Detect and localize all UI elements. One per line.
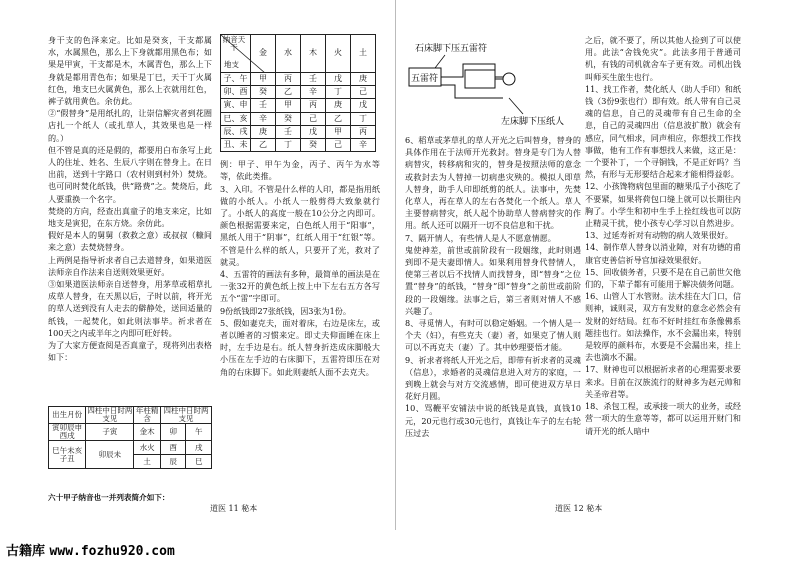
section-heading: 六十甲子纳音也一并列表简介如下： [48,493,170,502]
table-header: 水 [276,35,301,73]
table-cell: 巳、亥 [221,112,251,125]
table-cell: 酉 [160,441,186,455]
table-cell: 辛 [301,86,326,99]
watermark-url: www.fozhu920.com [49,544,175,559]
talisman-box-label: 五雷符 [411,74,439,84]
table-header: 土 [351,35,376,73]
table-cell: 戊 [351,99,376,112]
table-header: 金 [251,35,276,73]
table-cell: 卯、酉 [221,86,251,99]
paragraph: 12、小孩馋物病包里面的糖果瓜子小孩吃了不要紧，如果将荷包口缝上就可以长期往内胸了。小学生和初中生手上拴红线也可以防止精灵干扰，使小孩专心学习以自然进步。 [585,181,741,229]
bed-outline [465,70,495,88]
figure-head-icon [503,73,515,85]
talisman-bottom-label: 左床脚下压纸人 [501,117,565,127]
paragraph: 10、骂鞭平安铺法中说的纸钱是真钱，真钱10元，20元也行或30元也行，真钱让车子的左右轮压过去 [405,403,581,438]
table-row [49,424,212,441]
table-header: 年柱精含 [134,407,161,424]
table-header: 出生月份 [49,407,86,424]
table-cell: 甲 [276,99,301,112]
table-cell: 丙 [351,125,376,138]
table-row [221,125,376,138]
paragraph: 3、入印。不管是什么样的人印，都是指用纸做的小纸人。小纸人一般剪得大致象就行了。小纸人的高度一般在10公分之内即可。颜色根据需要来定，白色纸人用于“阳事”，黑纸人用于“阴事”，红纸人用于“红银”等。不管是什么样的纸人，只要开了光，救对了就灵。 [220,183,380,267]
right-page-column-2 [585,34,741,524]
table-cell: 水火 [134,441,161,455]
table-row [221,86,376,99]
table-header: 火 [326,35,351,73]
table-cell: 卯辰未 [86,441,134,469]
table-cell: 辛 [251,112,276,125]
table-cell: 甲 [326,125,351,138]
paragraph: ②“假替身”是用纸扎的，让崇信解灾者到花圈店扎一个纸人（或扎草人，其效果也是一样的。） [48,108,212,143]
paragraph: 9、祈求者将纸人开光之后，即带有祈求者的灵魂（信息），求婚者的灵魂信息进入对方的家庭，一到晚上就会与对方交流感情，即可使进双方早日花好月圆。 [405,354,581,402]
table-cell: 丁 [276,139,301,152]
paragraph: 上两例是指导祈求者自己去道替身，如果道医法师亲自作法来自送则效果更好。 [48,254,212,277]
table-header: 木 [301,35,326,73]
table-cell: 癸 [276,112,301,125]
table-cell: 己 [351,86,376,99]
paragraph: 11、找工作者，焚化纸人（助人手印）和纸钱（3份9张也行）即有效。纸人带有自己灵魂的信息，自己的灵魂带有自己生命的全息，自己的灵魂四出（信息波扩散）就会有感应，同气相求，同声相应，你想找工作找事做，他有工作有事想找人来做，这正是：一个要补丁，一个寻铜钱，不是正好吗？当然，有形与无形要结合起来才能相得益彰。 [585,83,741,180]
table-cell: 丙 [276,73,301,86]
paragraph: 身干支的色泽来定。比如是癸亥，干支都属水，水属黑色，那么上下身就都用黑色布；如果是甲寅，干支都是木，木属青色，那么上下身就是都用青色布；如果是丁巳，天干丁火属红色，地支巳火属黄色，那么上衣就用红色，裤子就用黄色。余仿此。 [48,35,212,107]
table-cell: 午 [186,424,212,441]
table-corner-cell [221,35,251,73]
table-cell: 己 [326,139,351,152]
table-cell: 丁 [351,112,376,125]
paragraph: 4、五雷符的画法有多种，最简单的画法是在一张32开的黄色纸上按上中下左右五方各写五个“雷”字即可。 [220,269,380,304]
paragraph: 假好是本人的舅舅（救救之意）或叔叔（糠间来之意）去焚烧替身。 [48,230,212,253]
left-page-column-2 [220,34,380,454]
table-cell: 土 [134,455,161,469]
table-cell: 丙 [301,99,326,112]
table-cell: 乙 [326,112,351,125]
paragraph: 5、假如妻克夫，面对着床，右边是床左，或者以睡者的习惯来定。即丈夫仰面睡在床上时，左手边是右。纸人替身折迭成床脚般大小压在左手边的右床脚下，五雷符即压在对角的右床脚下。如此则妻纸人面不去克夫。 [220,317,380,377]
table-cell: 巳 [186,455,212,469]
table-cell: 乙 [251,139,276,152]
talisman-top-label: 石床脚下压五雷符 [415,44,488,54]
paragraph: 为了大家方便查阅是否真童子，现将列出表格如下： [48,340,212,363]
paragraph: 例：甲子、甲午为金，丙子、丙午为水等等，依此类推。 [220,159,380,182]
table-header-row [221,35,376,73]
paragraph: 16、山管人丁水管财。法术挂在大门口，信则神，诚则灵，双方有发财的意念必然会有发财的好结局。红布不好时挂红布条像佛系题挂也行。如法操作，水不会漏出来，特别是较厚的颜料布，水要是不会漏出来，挂上去也滴水不漏。 [585,291,741,363]
paragraph: 焚烧的方向，经查出真童子的地支来定，比如地支是寅犯，在东方烧。余仿此。 [48,205,212,229]
paragraph: 8、寻觅情人，有时可以稳定婚姻。一个情人是一个夫（妇），有些克夫（妻）者，如果克了情人则可以不再克夫（妻）了。其中妙理要悟才能。 [405,318,581,353]
table-cell: 戊 [326,73,351,86]
table-cell: 壬 [301,73,326,86]
table-cell: 巳午未亥子丑 [49,441,86,469]
paragraph: 6、稻草或茅草扎的草人开光之后叫替身，替身的具体作用在于法师开光救封。替身是专门为人替病替灾，转移病和灾的，替身是按照法师的意念或救封去为人替掉一切病患灾殃的。模拟人即草人替身，助手人印即纸剪的纸人。法事中，先焚化草人，再在草人的左右各焚化一个纸人。草人主要替病替灾，纸人起个协助草人替病替灾的作用。纸人还可以隔开一切不良信息和干扰。 [405,135,581,231]
table-cell: 戊 [301,125,326,138]
left-page [0,0,396,530]
table-cell: 戌 [186,441,212,455]
table-cell: 辰 [160,455,186,469]
paragraph: 18、杀包工程，或承接一项大的业务，或经营一项大的生意等等，都可以运用开财门和请开光的纸人暗中 [585,401,741,436]
left-page-column-1 [48,34,212,434]
paragraph: 14、制作草人替身以消业障，对有功德的甫康官吏善信祈导官加禄效果很好。 [585,242,741,265]
table-header: 四柱中日时两支见 [87,406,133,423]
talisman-diagram [405,40,585,132]
table-row [221,139,376,152]
table-cell: 寅、申 [221,99,251,112]
site-watermark [6,540,175,559]
table-header: 四柱中日时两支见 [160,407,211,424]
paragraph: 15、回收债务者，只要不是在自己前世欠他们的，下辈子都有可能用于解决债务问题。 [585,266,741,290]
paragraph: 13、过延寿祈对有动物的病人效果很好。 [585,230,733,241]
page-footer: 道医 11 秘本 [210,504,258,513]
table-cell: 庚 [251,125,276,138]
nayin-table [220,34,376,152]
watermark-site-name: 古籍库 [6,544,46,559]
table-row [49,441,212,455]
table-cell: 庚 [351,73,376,86]
table-cell: 子寅 [86,424,134,441]
table-cell: 金木 [134,424,161,441]
page-footer: 道医 12 秘本 [555,504,603,513]
table-cell: 卯 [160,424,186,441]
paragraph: ③如果道医法师亲自送替身，用茅草或稻草扎成草人替身，在天黑以后，子时以前，将开光的草人送到没有人走去的僻静处，送回适量的纸钱，一起焚化，如此则法事毕。祈求者在100天之内或半年之内即可旺好转。 [48,279,212,338]
paragraph: 17、财神也可以根据祈求者的心理需要求要来求。目前在汉族流行的财神多为赵元帅和关圣帝君等。 [585,364,741,399]
table-row [221,112,376,125]
table-cell: 己 [301,112,326,125]
paragraph: 之后，就不要了，所以其他人捡到了可以使用。此法“舍钱免灾”。此法多用于普通司机，有钱的司机就舍车子更有效。司机出钱叫师买生旅生也行。 [585,35,741,82]
table-cell: 丁 [326,86,351,99]
table-cell: 甲 [251,73,276,86]
table-cell: 壬 [251,99,276,112]
true-child-lookup-table [48,406,212,469]
table-cell: 庚 [326,99,351,112]
table-cell: 丑、未 [221,139,251,152]
table-cell: 癸 [301,139,326,152]
corner-label-bottom: 地支 [224,59,239,69]
table-cell: 癸 [251,86,276,99]
table-cell: 乙 [276,86,301,99]
table-row [221,73,376,86]
paragraph: 鬼使神差，前世或前阶段有一段姻缘，此时则遇到即不是夫妻即情人。如果利用替身代替情人，使第三者以后不找情人而找替身，即“替身”之位置“替身”的纸钱，“替身”即“替身”之前世或前阶段的一段姻缘。法事之后，第三者则对情人不感兴趣了。 [405,244,581,316]
table-cell: 壬 [276,125,301,138]
table-cell: 寅卯辰申西戌 [49,424,86,441]
table-row [221,99,376,112]
table-header-row [49,407,212,424]
paragraph: 7、隔开情人，有些情人是人不愿意情愿。 [405,232,556,243]
corner-label-top: 纳音天干 [222,35,246,52]
paragraph: 但不管是真的还是假的，都要用白布条写上此人的住址、姓名、生辰八字则在替身上。在日出前，送到十字路口（农村则到村外）焚烧。也可同时焚化纸钱，供“路费”之。焚烧后，此人要重换一个名字。 [48,144,212,204]
table-cell: 辰、戌 [221,125,251,138]
paragraph: 9份纸钱即27张纸钱，因3张为1份。 [220,305,351,316]
table-cell: 子、午 [221,73,251,86]
table-cell: 辛 [351,139,376,152]
